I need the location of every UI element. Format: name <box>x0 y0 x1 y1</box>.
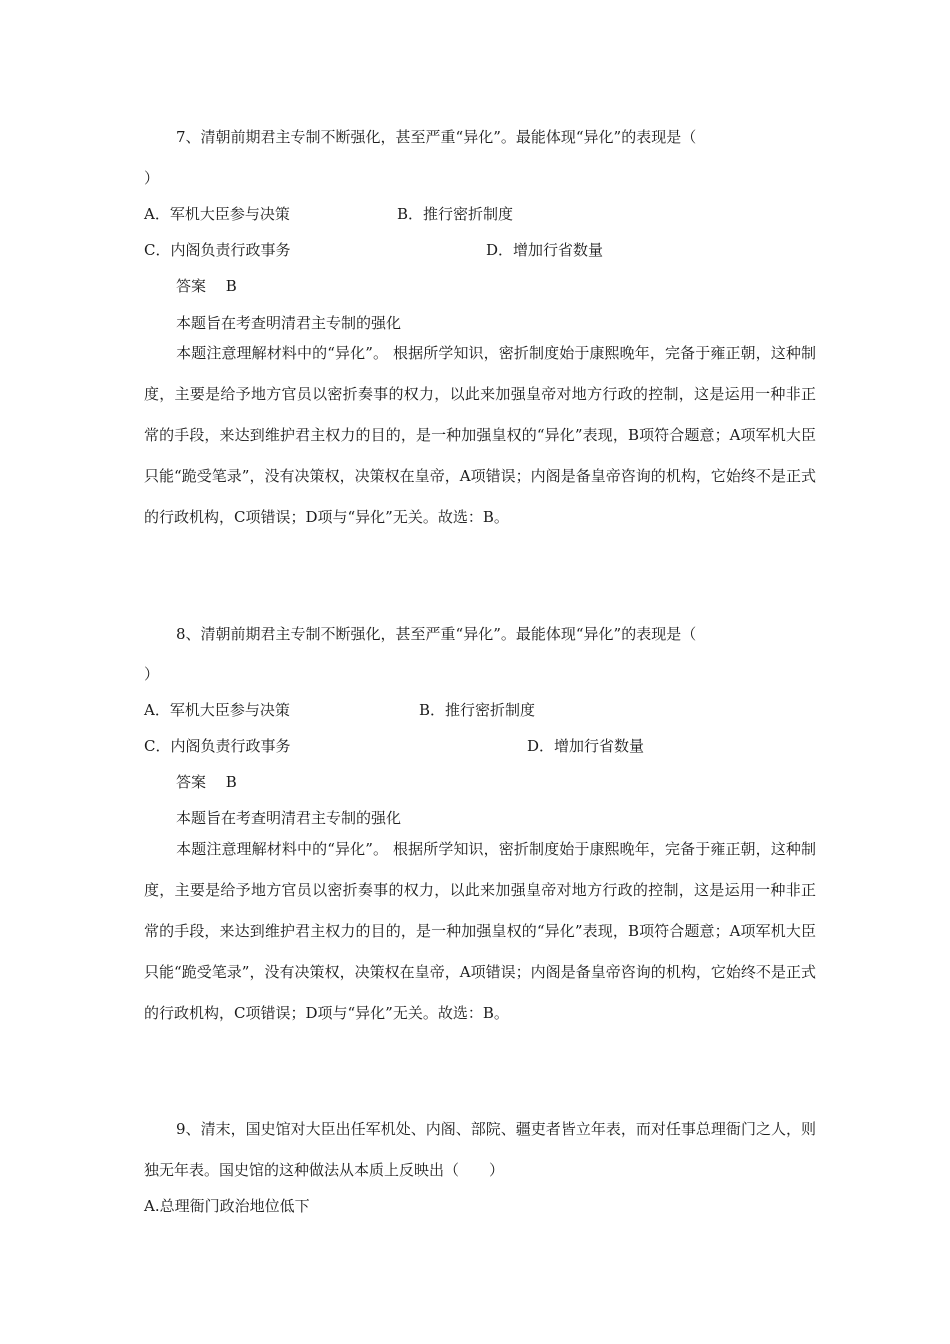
q8-option-b: B．推行密折制度 <box>419 701 536 719</box>
q8-answer: 答案 B <box>176 773 237 791</box>
q7-stem-end: ） <box>144 169 160 187</box>
q9-stem-text: 9、清末，国史馆对大臣出任军机处、内阁、部院、疆吏者皆立年表，而对任事总理衙门之人，则独无年表。国史馆的这种做法从本质上反映出（ ） <box>144 1120 816 1179</box>
q8-option-a: A．军机大臣参与决策 <box>144 701 290 719</box>
q7-option-c: C．内阁负责行政事务 <box>144 241 291 259</box>
q8-option-c: C．内阁负责行政事务 <box>144 737 291 755</box>
q7-option-d: D．增加行省数量 <box>486 241 604 259</box>
q7-stem: 7、清朝前期君主专制不断强化，甚至严重“异化”。最能体现“异化”的表现是（ <box>176 128 697 146</box>
q8-explanation-text: 本题注意理解材料中的“异化”。 根据所学知识，密折制度始于康熙晚年，完备于雍正朝，这种制度，主要是给予地方官员以密折奏事的权力，以此来加强皇帝对地方行政的控制，这是运用一种非正常的手段，来达到维护君主权力的目的，是一种加强皇权的“异化”表现，B项符合题意；A项军机大臣只能“跪受笔录”，没有决策权，决策权在皇帝，A项错误；内阁是备皇帝咨询的机构，它始终不是正式的行政机构，C项错误；D项与“异化”无关。故选：B。 <box>144 840 816 1022</box>
q8-stem-end: ） <box>144 665 160 683</box>
q8-explanation <box>144 829 816 1034</box>
q8-option-d: D．增加行省数量 <box>527 737 645 755</box>
q7-aim: 本题旨在考查明清君主专制的强化 <box>176 314 402 332</box>
q7-explanation <box>144 333 816 538</box>
q8-aim: 本题旨在考查明清君主专制的强化 <box>176 809 402 827</box>
q9-stem <box>144 1109 816 1191</box>
q8-stem: 8、清朝前期君主专制不断强化，甚至严重“异化”。最能体现“异化”的表现是（ <box>176 625 697 643</box>
q7-option-b: B．推行密折制度 <box>397 205 514 223</box>
q7-answer: 答案 B <box>176 277 237 295</box>
q7-option-a: A．军机大臣参与决策 <box>144 205 290 223</box>
q7-explanation-text: 本题注意理解材料中的“异化”。 根据所学知识，密折制度始于康熙晚年，完备于雍正朝，这种制度，主要是给予地方官员以密折奏事的权力，以此来加强皇帝对地方行政的控制，这是运用一种非正常的手段，来达到维护君主权力的目的，是一种加强皇权的“异化”表现，B项符合题意；A项军机大臣只能“跪受笔录”，没有决策权，决策权在皇帝，A项错误；内阁是备皇帝咨询的机构，它始终不是正式的行政机构，C项错误；D项与“异化”无关。故选：B。 <box>144 344 816 526</box>
q9-option-a: A.总理衙门政治地位低下 <box>144 1197 310 1215</box>
